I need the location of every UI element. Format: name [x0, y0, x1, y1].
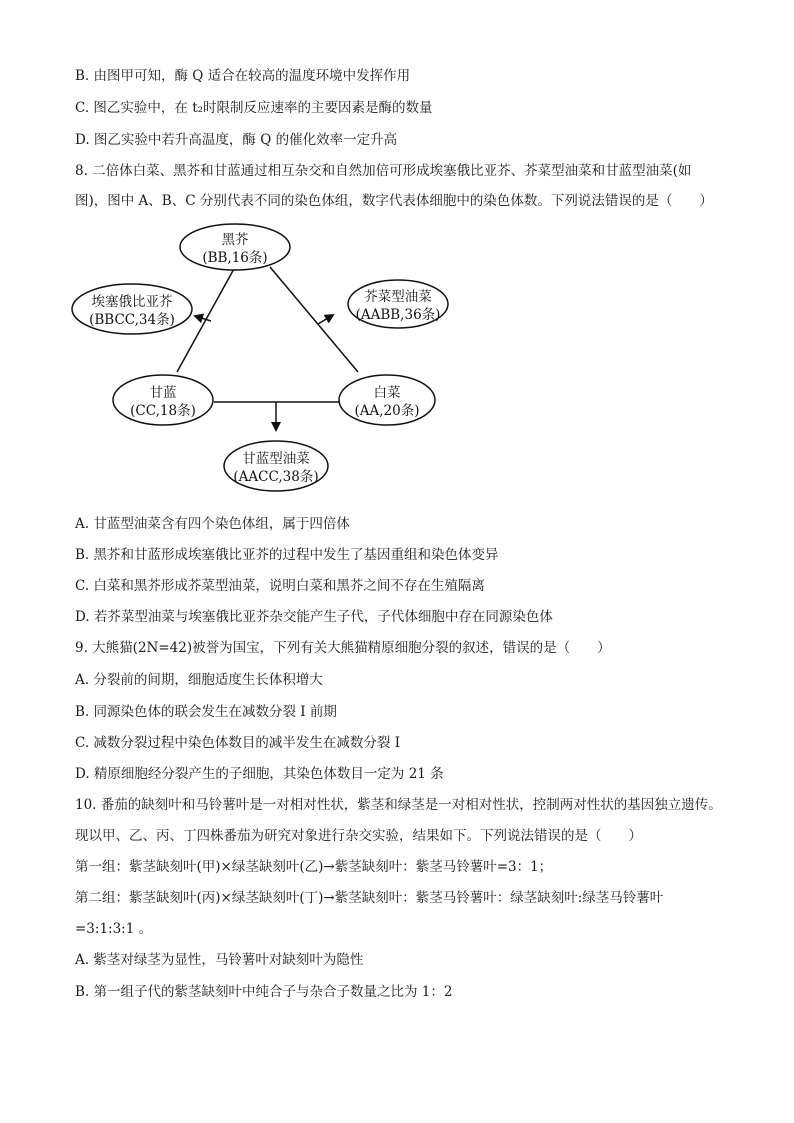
question-10-group1: 第一组：紫茎缺刻叶(甲)×绿茎缺刻叶(乙)→紫茎缺刻叶：紫茎马铃薯叶=3：1； [75, 859, 553, 875]
node-baicai-name: 白菜 [373, 385, 401, 401]
option-b-q10: B. 第一组子代的紫茎缺刻叶中纯合子与杂合子数量之比为 1：2 [75, 984, 453, 1000]
node-jiecai-name: 芥菜型油菜 [364, 289, 432, 305]
node-ganlan-name: 甘蓝 [149, 385, 177, 401]
hybridization-diagram [70, 222, 450, 500]
arrow-to-aisai [195, 316, 211, 321]
question-10-stem-line1: 10. 番茄的缺刻叶和马铃薯叶是一对相对性状，紫茎和绿茎是一对相对性状，控制两对性状的基因独立遗传。 [75, 797, 722, 813]
node-heijie-genome: (BB,16条) [202, 250, 268, 266]
question-8-stem-line1: 8. 二倍体白菜、黑芥和甘蓝通过相互杂交和自然加倍可形成埃塞俄比亚芥、芥菜型油菜和甘蓝型油菜(如 [75, 163, 692, 179]
question-10-group2: 第二组：紫茎缺刻叶(丙)×绿茎缺刻叶(丁)→紫茎缺刻叶：紫茎马铃薯叶：绿茎缺刻叶:绿茎马铃薯叶 [75, 890, 664, 906]
node-aisai [72, 284, 192, 334]
option-c-q7: C. 图乙实验中，在 t₂时限制反应速率的主要因素是酶的数量 [75, 100, 433, 116]
node-ganlanyoucai [224, 441, 328, 491]
node-jiecai [348, 280, 448, 328]
option-b-q7: B. 由图甲可知，酶 Q 适合在较高的温度环境中发挥作用 [75, 68, 411, 84]
option-a-q10: A. 紫茎对绿茎为显性，马铃薯叶对缺刻叶为隐性 [75, 952, 364, 968]
option-b-q9: B. 同源染色体的联会发生在减数分裂 I 前期 [75, 704, 337, 720]
node-baicai-genome: (AA,20条) [354, 403, 420, 419]
question-10-group2-ratio: =3:1:3:1 。 [75, 921, 153, 937]
node-aisai-name: 埃塞俄比亚芥 [91, 294, 173, 310]
option-a-q8: A. 甘蓝型油菜含有四个染色体组，属于四倍体 [75, 516, 350, 532]
node-ganlan-genome: (CC,18条) [130, 403, 196, 419]
question-10-stem-line2: 现以甲、乙、丙、丁四株番茄为研究对象进行杂交实验，结果如下。下列说法错误的是（ ） [75, 828, 642, 844]
question-9-stem: 9. 大熊猫(2N=42)被誉为国宝，下列有关大熊猫精原细胞分裂的叙述，错误的是（ ） [75, 640, 611, 656]
node-jiecai-genome: (AABB,36条) [355, 307, 441, 323]
question-8-stem-line2: 图)，图中 A、B、C 分别代表不同的染色体组，数字代表体细胞中的染色体数。下列说法错误的是（ ） [75, 193, 713, 209]
option-d-q7: D. 图乙实验中若升高温度，酶 Q 的催化效率一定升高 [75, 132, 398, 148]
node-heijie-name: 黑芥 [221, 232, 249, 248]
node-baicai [339, 375, 435, 425]
node-heijie [180, 224, 290, 270]
option-c-q8: C. 白菜和黑芥形成芥菜型油菜，说明白菜和黑芥之间不存在生殖隔离 [75, 578, 485, 594]
arrow-to-jiecai [318, 315, 333, 324]
option-d-q8: D. 若芥菜型油菜与埃塞俄比亚芥杂交能产生子代，子代体细胞中存在同源染色体 [75, 609, 553, 625]
node-aisai-genome: (BBCC,34条) [89, 312, 175, 328]
node-ganlan [113, 375, 213, 425]
node-ganlanyoucai-name: 甘蓝型油菜 [242, 451, 310, 467]
option-a-q9: A. 分裂前的间期，细胞适度生长体积增大 [75, 672, 323, 688]
node-ganlanyoucai-genome: (AACC,38条) [233, 469, 319, 485]
edge-heijie-baicai [270, 267, 358, 372]
option-d-q9: D. 精原细胞经分裂产生的子细胞，其染色体数目一定为 21 条 [75, 766, 444, 782]
option-c-q9: C. 减数分裂过程中染色体数目的减半发生在减数分裂 I [75, 735, 401, 751]
option-b-q8: B. 黑芥和甘蓝形成埃塞俄比亚芥的过程中发生了基因重组和染色体变异 [75, 547, 499, 563]
